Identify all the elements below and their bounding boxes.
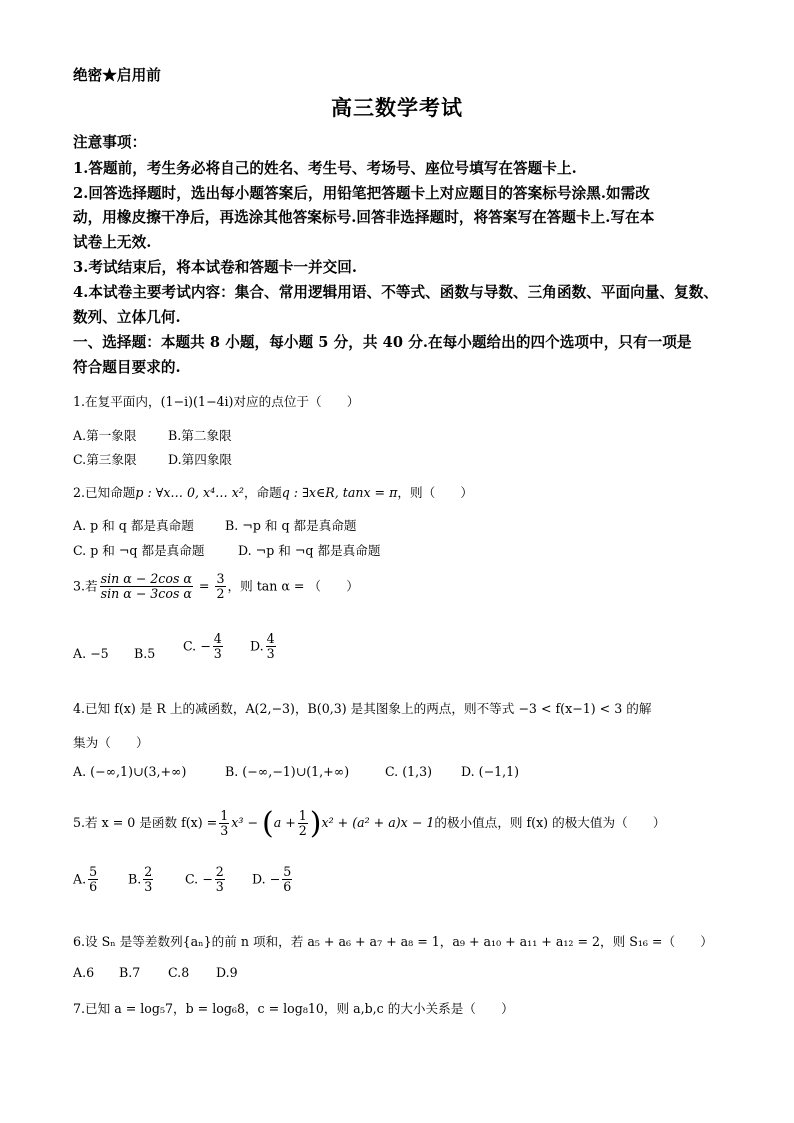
q5-option-a-den: 6: [89, 879, 98, 895]
q3-option-d: [250, 632, 278, 662]
q1-option-b: B.第二象限: [168, 428, 232, 443]
q2-suffix: ，则（ ）: [397, 485, 473, 500]
secret-label: 绝密★启用前: [73, 67, 161, 84]
notes-heading: 注意事项：: [73, 134, 147, 151]
q5-fraction-2-den: 2: [298, 823, 307, 838]
q3-denominator: sin α − 3cos α: [100, 586, 192, 602]
q5-fraction-1-num: 1: [220, 807, 229, 823]
q3-ratio: [215, 572, 225, 602]
q1-suffix: 对应的点位于（ ）: [233, 394, 360, 409]
q3-option-c-num: 4: [213, 631, 222, 646]
q2-proposition-p: p : ∀x… 0, x⁴… x²: [135, 485, 244, 500]
q5-option-d-num: 5: [283, 864, 292, 879]
q5-option-d-label: D. −: [252, 871, 281, 887]
q5-suffix: 的极小值点，则 f(x) 的极大值为（ ）: [434, 815, 666, 830]
q3-ratio-denominator: 2: [216, 586, 225, 602]
question-6: 6.设 Sₙ 是等差数列{aₙ}的前 n 项和，若 a₅ + a₆ + a₇ + a₈ = 1，a₉ + a₁₀ + a₁₁ + a₁₂ = 2，则 S₁₆ =（ ）: [73, 934, 713, 949]
q3-option-d-label: D.: [250, 638, 264, 654]
q5-prefix: 5.若 x = 0 是函数 f(x) =: [73, 815, 218, 830]
q4-option-a: A. (−∞,1)∪(3,+∞): [73, 764, 187, 779]
section-heading-line-2: 符合题目要求的.: [73, 359, 181, 376]
q5-term-2: a +: [273, 815, 296, 830]
q5-option-c-den: 3: [215, 879, 224, 895]
q3-option-c-label: C. −: [183, 638, 211, 654]
q1-prefix: 1.在复平面内，: [73, 394, 161, 409]
question-1: [73, 391, 359, 410]
note-2-line-1: 2.回答选择题时，选出每小题答案后，用铅笔把答题卡上对应题目的答案标号涂黑.如需改: [73, 185, 650, 202]
q6-option-c: C.8: [168, 965, 190, 980]
q5-option-c: [185, 865, 227, 895]
q5-fraction-2-num: 1: [298, 807, 307, 823]
q1-expression: (1−i)(1−4i): [160, 394, 234, 409]
q2-mid: ，命题: [243, 485, 282, 500]
question-2: [73, 482, 473, 501]
q3-option-c: [183, 632, 225, 662]
q3-option-b: B.5: [134, 646, 156, 661]
q4-option-d: D. (−1,1): [461, 764, 520, 779]
q5-option-d: [252, 865, 294, 895]
q3-option-a: A. −5: [73, 646, 109, 661]
question-4-line-2: 集为（ ）: [73, 735, 149, 750]
q5-option-c-num: 2: [215, 864, 224, 879]
q2-option-d: D. ¬p 和 ¬q 都是真命题: [238, 543, 381, 558]
note-4-line-1: 4.本试卷主要考试内容：集合、常用逻辑用语、不等式、函数与导数、三角函数、平面向量、复数、: [73, 284, 719, 301]
q3-fraction: [100, 572, 193, 602]
q3-option-c-fraction: [213, 632, 223, 662]
question-3: 3.若 $\frac{\text{sin α − 2cos α}}{\text{sin α − 3cos α}}$ = $\frac{3}{2}$ ，则 tan α = （ ）: [73, 571, 359, 602]
question-4-line-1: 4.已知 f(x) 是 R 上的减函数，A(2,−3)，B(0,3) 是其图象上的两点，则不等式 −3 < f(x−1) < 3 的解: [73, 701, 652, 716]
q6-option-a: A.6: [73, 965, 95, 980]
q3-ratio-numerator: 3: [216, 571, 225, 586]
section-heading-line-1: 一、选择题：本题共 8 小题，每小题 5 分，共 40 分.在每小题给出的四个选项中，只有一项是: [73, 334, 692, 351]
q2-option-c: C. p 和 ¬q 都是真命题: [73, 543, 205, 558]
q5-option-a-label: A.: [73, 871, 87, 887]
note-3: 3.考试结束后，将本试卷和答题卡一并交回.: [73, 259, 358, 276]
q5-option-d-den: 6: [283, 879, 292, 895]
q5-fraction-1-den: 3: [220, 823, 229, 838]
q6-option-b: B.7: [119, 965, 141, 980]
q3-prefix: 3.若: [73, 578, 98, 594]
q2-option-b: B. ¬p 和 q 都是真命题: [225, 518, 357, 533]
note-1: 1.答题前，考生务必将自己的姓名、考生号、考场号、座位号填写在答题卡上.: [73, 160, 577, 177]
question-5: 5.若 x = 0 是函数 f(x) = $\frac{1}{3}$ x³ − (a + $\frac{1}{2}$ )x² + (a² + a)x − 1的极小值点，则 f(x) 的极大值为（ ）: [73, 806, 666, 841]
q5-fraction-2: [298, 809, 308, 839]
page-title: 高三数学考试: [331, 95, 463, 120]
note-2-line-3: 试卷上无效.: [73, 234, 152, 251]
q2-prefix: 2.已知命题: [73, 485, 136, 500]
q5-term-1: x³ −: [231, 815, 262, 830]
q5-option-c-label: C. −: [185, 871, 213, 887]
q1-option-c: C.第三象限: [73, 452, 137, 467]
note-2-line-2: 动，用橡皮擦干净后，再选涂其他答案标号.回答非选择题时，将答案写在答题卡上.写在本: [73, 209, 655, 226]
q3-numerator: sin α − 2cos α: [100, 571, 192, 586]
q5-option-b-den: 3: [144, 879, 153, 895]
note-4-line-2: 数列、立体几何.: [73, 309, 181, 326]
q4-option-c: C. (1,3): [385, 764, 433, 779]
q2-option-a: A. p 和 q 都是真命题: [73, 518, 194, 533]
q3-option-c-den: 3: [213, 646, 222, 662]
question-7: 7.已知 a = log₅7，b = log₆8，c = log₈10，则 a,b,c 的大小关系是（ ）: [73, 1001, 514, 1016]
q3-option-d-num: 4: [266, 631, 275, 646]
q5-option-a-num: 5: [89, 864, 98, 879]
q5-option-b-label: B.: [128, 871, 142, 887]
q4-option-b: B. (−∞,−1)∪(1,+∞): [225, 764, 350, 779]
q3-suffix: ，则 tan α = （ ）: [227, 578, 359, 594]
q5-term-3: x² + (a² + a)x − 1: [321, 815, 435, 830]
q1-option-d: D.第四象限: [168, 452, 233, 467]
q3-option-d-fraction: [266, 632, 276, 662]
q6-option-d: D.9: [216, 965, 238, 980]
q5-option-a: [73, 865, 100, 895]
q2-proposition-q: q : ∃x∈R, tanx = π: [281, 485, 398, 500]
q3-option-d-den: 3: [266, 646, 275, 662]
q1-option-a: A.第一象限: [73, 428, 137, 443]
q5-option-b: [128, 865, 155, 895]
q5-fraction-1: [219, 809, 229, 839]
q5-option-b-num: 2: [144, 864, 153, 879]
